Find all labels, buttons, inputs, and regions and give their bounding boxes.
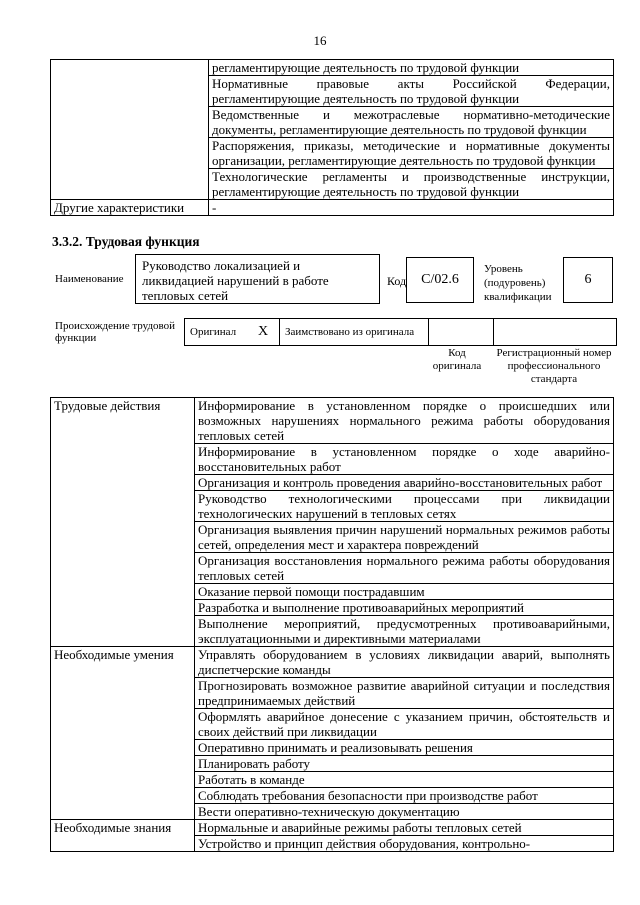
group-item: Устройство и принцип действия оборудования, контрольно- bbox=[195, 836, 614, 852]
table-row bbox=[51, 60, 614, 76]
table-cell: регламентирующие деятельность по трудовой функции bbox=[209, 60, 614, 76]
function-details-table bbox=[50, 397, 614, 852]
function-name: Руководство локализацией и ликвидацией нарушений в работе тепловых сетей bbox=[135, 254, 380, 304]
table-row bbox=[185, 319, 617, 346]
registration-number-cell bbox=[494, 319, 617, 346]
group-item: Организация выявления причин нарушений нормальных режимов работы сетей, определения мест и характера повреждений bbox=[195, 522, 614, 553]
row-label bbox=[51, 60, 209, 200]
group-item: Работать в команде bbox=[195, 772, 614, 788]
table-row bbox=[51, 398, 614, 444]
group-label: Необходимые знания bbox=[51, 820, 195, 852]
group-item: Разработка и выполнение противоаварийных мероприятий bbox=[195, 600, 614, 616]
origin-table bbox=[184, 318, 617, 346]
group-item: Информирование в установленном порядке о ходе аварийно-восстановительных работ bbox=[195, 444, 614, 475]
code-value: С/02.6 bbox=[406, 257, 474, 303]
group-item: Прогнозировать возможное развитие аварийной ситуации и последствия предпринимаемых действий bbox=[195, 678, 614, 709]
table-cell: Технологические регламенты и производственные инструкции, регламентирующие деятельность по трудовой функции bbox=[209, 169, 614, 200]
caption-registration-number: Регистрационный номер профессионального стандарта bbox=[496, 347, 612, 385]
group-item: Оказание первой помощи пострадавшим bbox=[195, 584, 614, 600]
original-code-cell bbox=[429, 319, 494, 346]
caption-original-code: Код оригинала bbox=[432, 347, 482, 372]
table-cell: Ведомственные и межотраслевые нормативно-методические документы, регламентирующие деятельность по трудовой функции bbox=[209, 107, 614, 138]
code-label: Код bbox=[387, 274, 407, 288]
table-cell: Распоряжения, приказы, методические и нормативные документы организации, регламентирующие деятельность по трудовой функции bbox=[209, 138, 614, 169]
group-item: Вести оперативно-техническую документацию bbox=[195, 804, 614, 820]
group-item: Оформлять аварийное донесение с указанием причин, обстоятельств и своих действий при ликвидации bbox=[195, 709, 614, 740]
borrowed-label: Заимствовано из оригинала bbox=[280, 319, 429, 346]
original-label: Оригинал bbox=[185, 319, 248, 346]
group-item: Руководство технологическими процессами при ликвидации технологических нарушений в тепловых сетях bbox=[195, 491, 614, 522]
group-item: Оперативно принимать и реализовывать решения bbox=[195, 740, 614, 756]
name-label: Наименование bbox=[55, 273, 124, 285]
table-row bbox=[51, 200, 614, 216]
group-item: Организация и контроль проведения аварийно-восстановительных работ bbox=[195, 475, 614, 491]
continuation-table bbox=[50, 59, 614, 216]
group-item: Нормальные и аварийные режимы работы тепловых сетей bbox=[195, 820, 614, 836]
row-label: Другие характеристики bbox=[51, 200, 209, 216]
section-title: 3.3.2. Трудовая функция bbox=[52, 234, 200, 249]
group-item: Информирование в установленном порядке о происшедших или возможных нарушениях нормального режима работы оборудования тепловых сетей bbox=[195, 398, 614, 444]
group-item: Соблюдать требования безопасности при производстве работ bbox=[195, 788, 614, 804]
level-value: 6 bbox=[563, 257, 613, 303]
level-label: Уровень (подуровень) квалификации bbox=[484, 263, 552, 303]
group-item: Организация восстановления нормального режима работы оборудования тепловых сетей bbox=[195, 553, 614, 584]
group-item: Управлять оборудованием в условиях ликвидации аварий, выполнять диспетчерские команды bbox=[195, 647, 614, 678]
table-cell: Нормативные правовые акты Российской Федерации, регламентирующие деятельность по трудовой функции bbox=[209, 76, 614, 107]
original-mark: X bbox=[247, 319, 280, 346]
group-label: Трудовые действия bbox=[51, 398, 195, 647]
group-label: Необходимые умения bbox=[51, 647, 195, 820]
group-item: Планировать работу bbox=[195, 756, 614, 772]
page-number: 16 bbox=[313, 33, 327, 48]
origin-label: Происхождение трудовой функции bbox=[55, 320, 176, 344]
table-cell: - bbox=[209, 200, 614, 216]
group-item: Выполнение мероприятий, предусмотренных противоаварийными, эксплуатационными и директивными материалами bbox=[195, 616, 614, 647]
table-row bbox=[51, 820, 614, 836]
table-row bbox=[51, 647, 614, 678]
